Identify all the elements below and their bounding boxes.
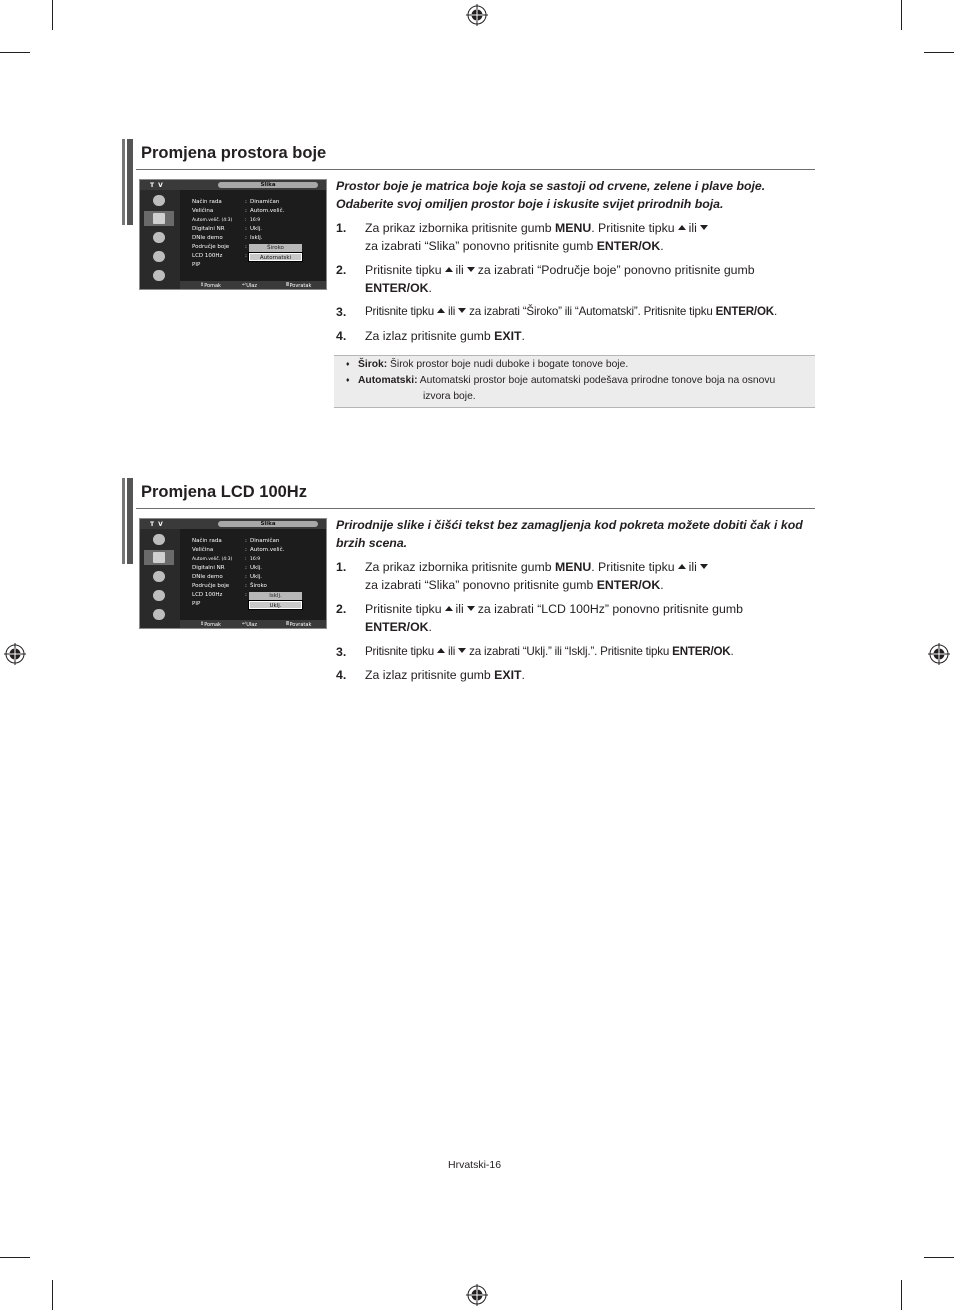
- menu-option-selected: Uklj.: [249, 601, 302, 609]
- menu-footer: [180, 281, 327, 289]
- up-arrow-icon: [678, 225, 686, 230]
- crop-mark: [924, 52, 954, 53]
- intro-text: Prirodnije slike i čišći tekst bez zamagljenja kod pokreta možete dobiti čak i kod brzih scena.: [336, 518, 803, 550]
- crop-mark: [901, 1280, 902, 1310]
- picture-icon: [144, 550, 174, 565]
- registration-mark-icon: [928, 643, 950, 665]
- menu-title: Slika: [218, 182, 318, 188]
- setup-icon: [144, 268, 174, 283]
- up-arrow-icon: [437, 648, 445, 653]
- down-arrow-icon: [458, 648, 466, 653]
- crop-mark: [924, 1257, 954, 1258]
- crop-mark: [52, 1280, 53, 1310]
- footer-move: ⇕ Pomak: [200, 282, 221, 289]
- section-rule: [136, 169, 815, 170]
- section-title: Promjena prostora boje: [141, 144, 327, 162]
- input-icon: [144, 532, 174, 547]
- picture-icon: [144, 211, 174, 226]
- menu-footer: [180, 620, 327, 628]
- tv-label: T V: [150, 182, 164, 189]
- crop-mark: [0, 52, 30, 53]
- crop-mark: [0, 1257, 30, 1258]
- footer-return: Ⅲ Povratak: [286, 282, 312, 289]
- page-number: Hrvatski-16: [448, 1159, 502, 1171]
- down-arrow-icon: [467, 267, 475, 272]
- down-arrow-icon: [458, 308, 466, 313]
- menu-title: Slika: [218, 521, 318, 527]
- section-rule: [136, 508, 815, 509]
- section-title: Promjena LCD 100Hz: [141, 483, 307, 501]
- intro-text: Prostor boje je matrica boje koja se sastoji od crvene, zelene i plave boje. Odaberite svoj omiljen prostor boje i iskusite svijet prirodnih boja.: [336, 179, 766, 211]
- registration-mark-icon: [466, 4, 488, 26]
- tv-menu-screenshot: T V Slika Način rada : Dinamičan Veličina : Autom.velič. Autom.velič. (4:3) : 16:9 Digitalni NR : Uklj. DNIe demo : Isklj. Područje boje : LCD 100Hz : PIP Široko Automatski ⇕ Pomak ↵ Ulaz Ⅲ Povratak: [139, 179, 327, 290]
- registration-mark-icon: [4, 643, 26, 665]
- footer-enter: ↵ Ulaz: [242, 282, 257, 289]
- registration-mark-icon: [466, 1284, 488, 1306]
- section-marker: [122, 478, 133, 564]
- section-marker: [122, 139, 133, 225]
- menu-option: Široko: [249, 244, 302, 252]
- crop-mark: [52, 0, 53, 30]
- up-arrow-icon: [437, 308, 445, 313]
- down-arrow-icon: [700, 225, 708, 230]
- note-item-continuation: izvora boje.: [423, 391, 476, 402]
- menu-option-selected: Automatski: [249, 253, 302, 261]
- menu-option: Isklj.: [249, 592, 302, 600]
- sound-icon: [144, 569, 174, 584]
- up-arrow-icon: [678, 564, 686, 569]
- channel-icon: [144, 249, 174, 264]
- sound-icon: [144, 230, 174, 245]
- tv-menu-screenshot: T V Slika Način rada : Dinamičan Veličina : Autom.velič. Autom.velič. (4:3) : 16:9 Digitalni NR : Uklj. DNIe demo : Uklj. Područje boje : Široko LCD 100Hz : PIP Isklj. Uklj. ⇕ Pomak ↵ Ulaz Ⅲ Povratak: [139, 518, 327, 629]
- input-icon: [144, 193, 174, 208]
- footer-enter: ↵ Ulaz: [242, 621, 257, 628]
- crop-mark: [901, 0, 902, 30]
- footer-return: Ⅲ Povratak: [286, 621, 312, 628]
- tv-label: T V: [150, 521, 164, 528]
- channel-icon: [144, 588, 174, 603]
- footer-move: ⇕ Pomak: [200, 621, 221, 628]
- setup-icon: [144, 607, 174, 622]
- down-arrow-icon: [700, 564, 708, 569]
- up-arrow-icon: [445, 606, 453, 611]
- down-arrow-icon: [467, 606, 475, 611]
- up-arrow-icon: [445, 267, 453, 272]
